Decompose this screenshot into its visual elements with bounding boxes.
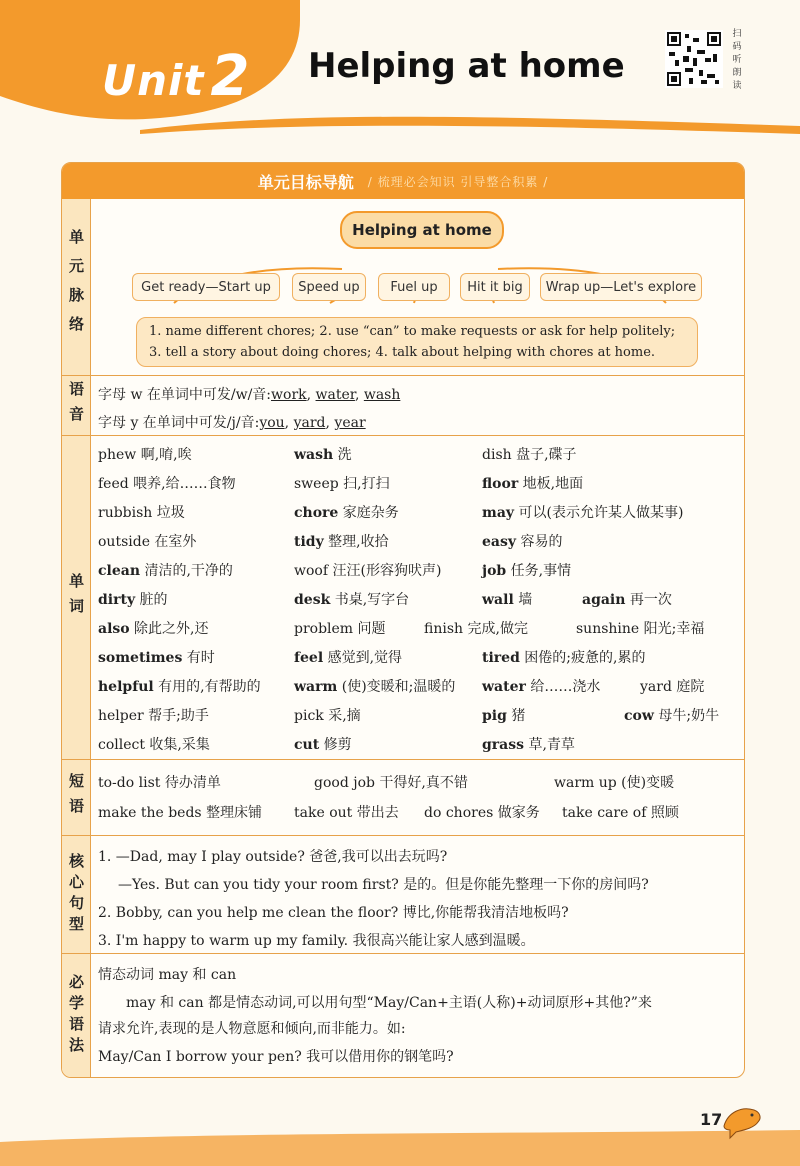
word-english: warm (294, 679, 338, 695)
word-entry (294, 531, 389, 551)
word-english: cow (624, 708, 654, 724)
unit-label: Unit 2 (102, 44, 251, 109)
goal-line-2: 3. tell a story about doing chores; 4. talk about helping with chores at home. (149, 345, 656, 360)
word-english: desk (294, 592, 331, 608)
sentence-3: 3. I'm happy to warm up my family. 我很高兴能让家人感到温暖。 (98, 933, 535, 949)
unit-goal-panel (61, 162, 745, 1078)
word-english: tired (482, 650, 520, 666)
word-entry (294, 676, 455, 696)
unit-map-section (62, 199, 744, 375)
word-meaning: 可以(表示允许某人做某事) (514, 505, 684, 521)
word-entry (98, 647, 215, 667)
word-meaning: 盘子,碟子 (511, 447, 577, 463)
word-entry (482, 589, 532, 609)
word-meaning: 容易的 (516, 534, 563, 550)
word-meaning: 阳光;幸福 (639, 621, 705, 637)
word-entry (294, 618, 386, 638)
word-meaning: 收集,采集 (144, 737, 210, 753)
word-english: also (98, 621, 130, 637)
word-meaning: 困倦的;疲惫的,累的 (519, 650, 646, 666)
word-english: chore (294, 505, 339, 521)
words-label: 单词 (62, 436, 91, 760)
word-entry (482, 531, 562, 551)
word-meaning: 给……浇水 (525, 679, 601, 695)
word-entry (482, 502, 683, 522)
word-entry (98, 444, 192, 464)
word-english: water (482, 679, 526, 695)
word-english: woof (294, 563, 329, 579)
word-meaning: 在室外 (149, 534, 197, 550)
phrase-warm-up: warm up (使)变暖 (554, 775, 675, 791)
sentences-section (62, 835, 744, 954)
phonics-line-y: 字母 y 在单词中可发/j/音:you, yard, year (98, 415, 366, 431)
word-entry (98, 502, 185, 522)
word-english: rubbish (98, 505, 153, 521)
word-entry (294, 647, 402, 667)
word-entry (482, 676, 600, 696)
word-english: wash (294, 447, 334, 463)
map-goals (136, 317, 698, 367)
phrase-take-out: take out 带出去 (294, 805, 399, 821)
word-meaning: 洗 (333, 447, 352, 463)
word-english: helpful (98, 679, 154, 695)
word-meaning: (使)变暖和;温暖的 (337, 679, 456, 695)
word-meaning: 猪 (506, 708, 526, 724)
word-meaning: 除此之外,还 (129, 621, 209, 637)
word-meaning: 喂养,给……食物 (128, 476, 236, 492)
word-meaning: 感觉到,觉得 (323, 650, 403, 666)
phrase-take-care-of: take care of 照顾 (562, 805, 679, 821)
word-entry (582, 589, 672, 609)
word-entry (482, 647, 645, 667)
phrase-to-do-list: to-do list 待办清单 (98, 775, 221, 791)
word-entry (294, 560, 441, 580)
grammar-section (62, 953, 744, 1078)
phonics-section (62, 375, 744, 436)
word-meaning: 再一次 (625, 592, 672, 608)
grammar-label: 必学语法 (62, 954, 91, 1078)
phrase-make-beds: make the beds 整理床铺 (98, 805, 263, 821)
word-meaning: 脏的 (135, 592, 168, 608)
word-entry (98, 473, 236, 493)
word-entry (98, 618, 209, 638)
word-english: again (582, 592, 626, 608)
word-english: job (482, 563, 507, 579)
word-english: dish (482, 447, 512, 463)
panel-header (62, 163, 744, 199)
word-meaning: 庭院 (671, 679, 705, 695)
word-entry (98, 531, 196, 551)
qr-caption: 扫码听朗读 (732, 29, 742, 91)
word-entry (98, 560, 233, 580)
words-section (62, 435, 744, 760)
word-meaning: 有用的,有帮助的 (153, 679, 261, 695)
word-english: finish (424, 621, 464, 637)
grammar-title: 情态动词 may 和 can (98, 967, 237, 983)
map-node-speed-up: Speed up (292, 273, 366, 301)
word-english: clean (98, 563, 140, 579)
map-node-hit-it-big: Hit it big (460, 273, 530, 301)
word-english: problem (294, 621, 354, 637)
sentence-1: 1. —Dad, may I play outside? 爸爸,我可以出去玩吗? (98, 849, 448, 865)
word-english: sweep (294, 476, 339, 492)
word-english: pig (482, 708, 507, 724)
word-entry (294, 705, 361, 725)
word-meaning: 任务,事情 (506, 563, 572, 579)
footer-swoosh (0, 1112, 800, 1166)
word-english: may (482, 505, 515, 521)
sentence-2: 2. Bobby, can you help me clean the floor? 博比,你能帮我清洁地板吗? (98, 905, 569, 921)
word-english: collect (98, 737, 145, 753)
word-entry (482, 705, 525, 725)
word-entry (98, 676, 261, 696)
word-english: floor (482, 476, 519, 492)
dolphin-icon (720, 1100, 764, 1142)
word-entry (482, 560, 571, 580)
word-meaning: 汪汪(形容狗吠声) (328, 563, 442, 579)
word-english: sometimes (98, 650, 183, 666)
word-entry (294, 444, 352, 464)
word-meaning: 墙 (513, 592, 533, 608)
word-meaning: 家庭杂务 (338, 505, 399, 521)
word-meaning: 整理,收拾 (323, 534, 389, 550)
word-meaning: 完成,做完 (463, 621, 528, 637)
sentences-label: 核心句型 (62, 836, 91, 954)
word-entry (482, 734, 575, 754)
word-meaning: 采,摘 (323, 708, 361, 724)
word-english: helper (98, 708, 144, 724)
word-english: dirty (98, 592, 136, 608)
word-english: wall (482, 592, 514, 608)
word-english: yard (640, 679, 672, 695)
word-entry (624, 705, 719, 725)
word-english: outside (98, 534, 150, 550)
word-english: sunshine (576, 621, 640, 637)
word-english: phew (98, 447, 137, 463)
word-entry (98, 705, 209, 725)
word-entry (482, 444, 577, 464)
word-meaning: 帮手;助手 (143, 708, 209, 724)
phrase-do-chores: do chores 做家务 (424, 805, 540, 821)
word-english: easy (482, 534, 516, 550)
map-node-get-ready: Get ready—Start up (132, 273, 280, 301)
word-meaning: 书桌,写字台 (330, 592, 410, 608)
phrases-label: 短语 (62, 760, 91, 836)
word-entry (294, 473, 390, 493)
map-node-wrap-up: Wrap up—Let's explore (540, 273, 702, 301)
word-meaning: 地板,地面 (518, 476, 584, 492)
word-meaning: 修剪 (319, 737, 352, 753)
grammar-example: May/Can I borrow your pen? 我可以借用你的钢笔吗? (98, 1049, 454, 1065)
grammar-line-2: 请求允许,表现的是人物意愿和倾向,而非能力。如: (98, 1021, 406, 1037)
panel-title: 单元目标导航 (257, 172, 354, 192)
word-entry (576, 618, 704, 638)
phrases-section (62, 759, 744, 836)
page-number: 17 (700, 1110, 723, 1129)
word-entry (98, 589, 168, 609)
word-english: feel (294, 650, 324, 666)
word-english: tidy (294, 534, 324, 550)
goal-line-1: 1. name different chores; 2. use “can” to make requests or ask for help politely; (149, 324, 676, 339)
word-list (98, 436, 738, 760)
qr-code-icon[interactable] (665, 30, 723, 88)
word-entry (640, 676, 704, 696)
word-entry (98, 734, 210, 754)
word-meaning: 垃圾 (152, 505, 185, 521)
word-entry (294, 502, 399, 522)
word-meaning: 扫,打扫 (338, 476, 390, 492)
sentence-1-reply: —Yes. But can you tidy your room first? 是的。但是你能先整理一下你的房间吗? (118, 877, 649, 893)
map-center: Helping at home (340, 211, 504, 249)
phrase-good-job: good job 干得好,真不错 (314, 775, 468, 791)
grammar-line-1: may 和 can 都是情态动词,可以用句型“May/Can+主语(人称)+动词原形+其他?”来 (126, 995, 652, 1011)
word-english: feed (98, 476, 129, 492)
panel-subtitle: / 梳理必会知识 引导整合积累 / (367, 174, 549, 189)
word-entry (294, 589, 409, 609)
word-english: pick (294, 708, 324, 724)
map-label-text: 单元脉络 (67, 229, 85, 345)
map-node-fuel-up: Fuel up (378, 273, 450, 301)
word-english: cut (294, 737, 320, 753)
word-entry (424, 618, 528, 638)
page-title: Helping at home (308, 46, 625, 86)
word-meaning: 问题 (353, 621, 386, 637)
word-meaning: 清洁的,干净的 (140, 563, 233, 579)
word-entry (482, 473, 583, 493)
word-meaning: 草,青草 (524, 737, 575, 753)
word-meaning: 有时 (182, 650, 215, 666)
phonics-line-w: 字母 w 在单词中可发/w/音:work, water, wash (98, 387, 401, 403)
phonics-label: 语音 (62, 376, 91, 436)
word-entry (294, 734, 352, 754)
unit-number: 2 (210, 44, 251, 109)
word-meaning: 啊,唷,唉 (136, 447, 192, 463)
word-meaning: 母牛;奶牛 (653, 708, 720, 724)
word-english: grass (482, 737, 524, 753)
